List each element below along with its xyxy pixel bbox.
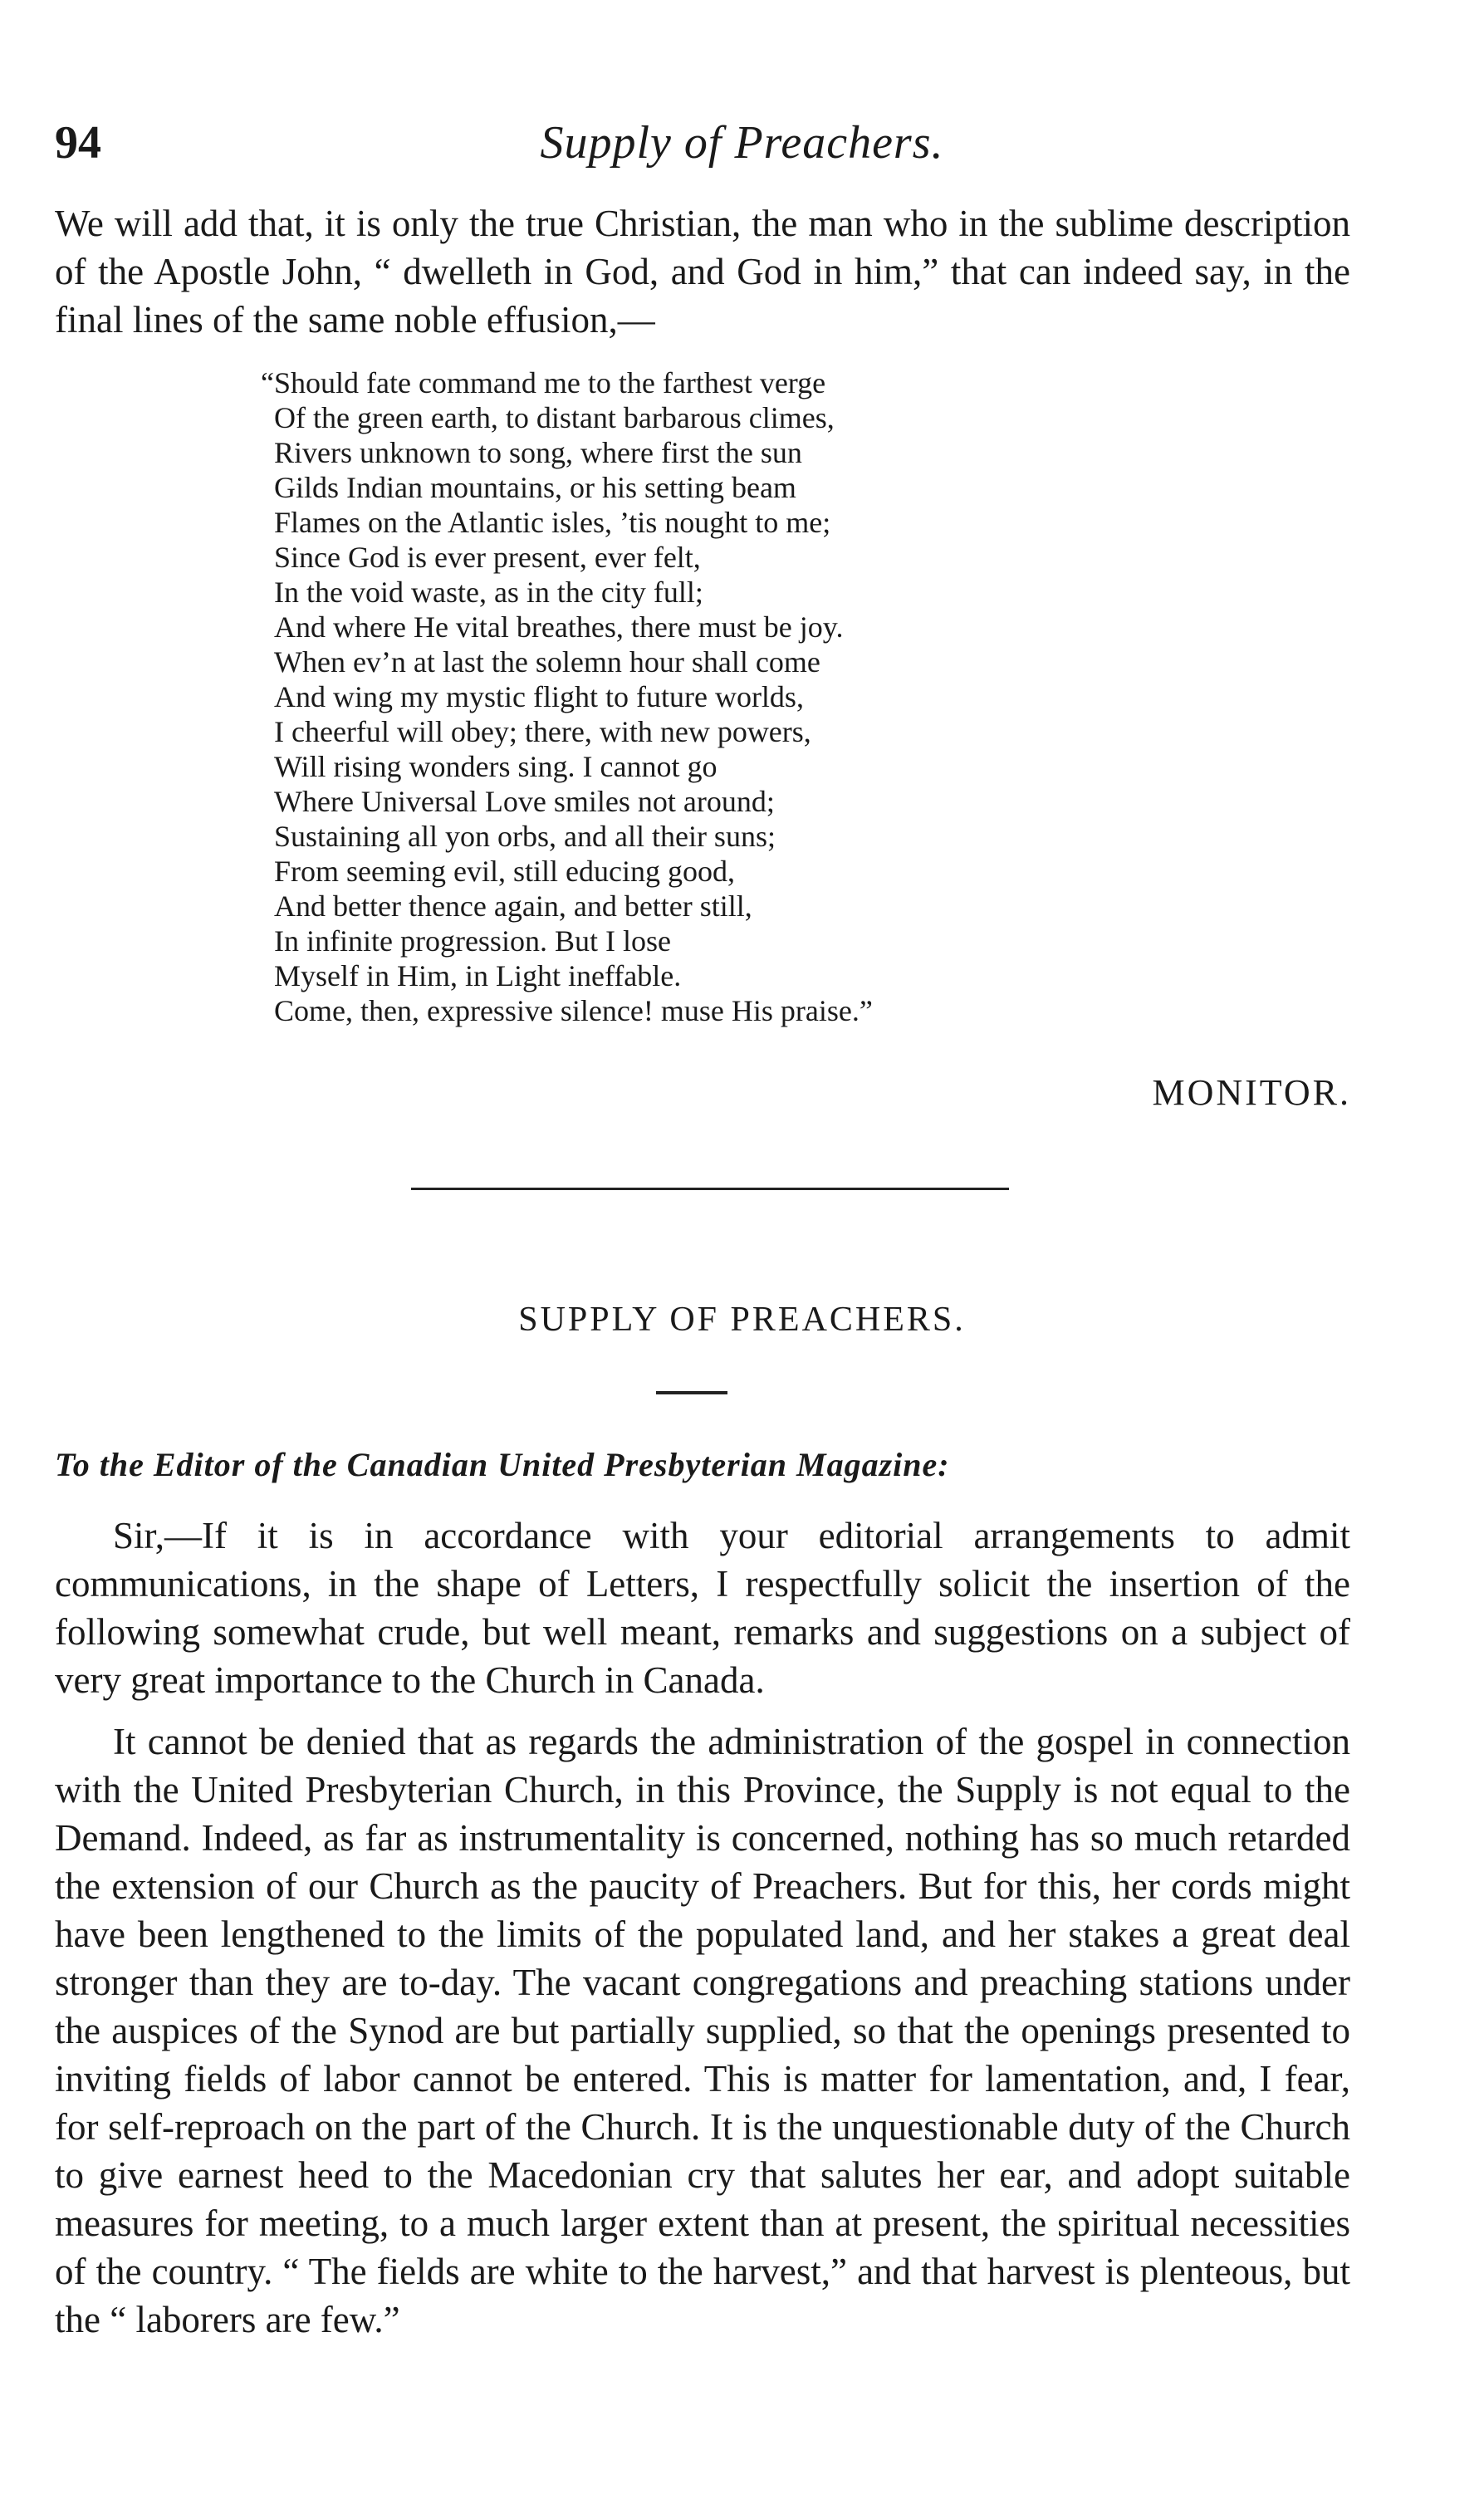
poem-line: Gilds Indian mountains, or his setting beam bbox=[274, 471, 796, 504]
poem-line: And wing my mystic flight to future worlds, bbox=[274, 680, 804, 713]
title-rule bbox=[656, 1391, 727, 1394]
section-divider bbox=[411, 1188, 1009, 1190]
signature: MONITOR. bbox=[1152, 1072, 1351, 1113]
article-title: SUPPLY OF PREACHERS. bbox=[518, 1301, 966, 1339]
page-number: 94 bbox=[55, 117, 101, 169]
poem-line: And where He vital breathes, there must be joy. bbox=[274, 610, 844, 644]
letter-salutation: To the Editor of the Canadian United Presbyterian Magazine: bbox=[55, 1446, 950, 1483]
intro-paragraph: We will add that, it is only the true Christian, the man who in the sublime description of the Apostle John, “ dwelleth in God, and God in him,” that can indeed say, in the final lines of the same noble effusion,— bbox=[55, 203, 1350, 341]
letter-body bbox=[55, 1512, 1350, 2357]
running-title: Supply of Preachers. bbox=[540, 117, 944, 169]
poem-block bbox=[261, 365, 1104, 1028]
poem-line: Where Universal Love smiles not around; bbox=[274, 785, 775, 818]
letter-paragraph: Sir,—If it is in accordance with your editorial arrangements to admit communications, in the shape of Letters, I respectfully solicit the insertion of the following somewhat crude, but well meant, remarks and suggestions on a subject of very great importance to the Church in Canada. bbox=[55, 1515, 1350, 1701]
poem-line: I cheerful will obey; there, with new powers, bbox=[274, 715, 811, 748]
intro-section bbox=[55, 199, 1350, 344]
poem-line: When ev’n at last the solemn hour shall come bbox=[274, 645, 820, 679]
poem-line: Of the green earth, to distant barbarous climes, bbox=[274, 401, 835, 434]
poem-line: In the void waste, as in the city full; bbox=[274, 576, 703, 609]
poem-line: Since God is ever present, ever felt, bbox=[274, 541, 701, 574]
poem-line: Rivers unknown to song, where first the sun bbox=[274, 436, 802, 469]
letter-paragraph: It cannot be denied that as regards the administration of the gospel in connection with the United Presbyterian Church, in this Province, the Supply is not equal to the Demand. Indeed, as far as instrumentality is concerned, nothing has so much retarded the extension of our Church as the paucity of Preachers. But for this, her cords might have been lengthened to the limits of the populated land, and her stakes a great deal stronger than they are to-day. The vacant congregations and preaching stations under the auspices of the Synod are but partially supplied, so that the openings presented to inviting fields of labor cannot be entered. This is matter for lamentation, and, I fear, for self-reproach on the part of the Church. It is the unquestionable duty of the Church to give earnest heed to the Macedonian cry that salutes her ear, and adopt suitable measures for meeting, to a much larger extent than at present, the spiritual necessities of the country. “ The fields are white to the harvest,” and that harvest is plenteous, but the “ laborers are few.” bbox=[55, 1721, 1350, 2340]
poem-line: Will rising wonders sing. I cannot go bbox=[274, 750, 718, 783]
poem-line: Sustaining all yon orbs, and all their suns; bbox=[274, 820, 776, 853]
poem-line: From seeming evil, still educing good, bbox=[274, 855, 735, 888]
page-header bbox=[0, 116, 1484, 183]
poem-line: Flames on the Atlantic isles, ’tis nought to me; bbox=[274, 506, 831, 539]
poem-line: Come, then, expressive silence! muse His praise.” bbox=[274, 994, 873, 1027]
poem-line: And better thence again, and better still, bbox=[274, 889, 752, 923]
poem-line: Myself in Him, in Light ineffable. bbox=[274, 959, 682, 992]
poem-line: In infinite progression. But I lose bbox=[274, 924, 671, 958]
poem-line: “Should fate command me to the farthest verge bbox=[261, 366, 826, 399]
